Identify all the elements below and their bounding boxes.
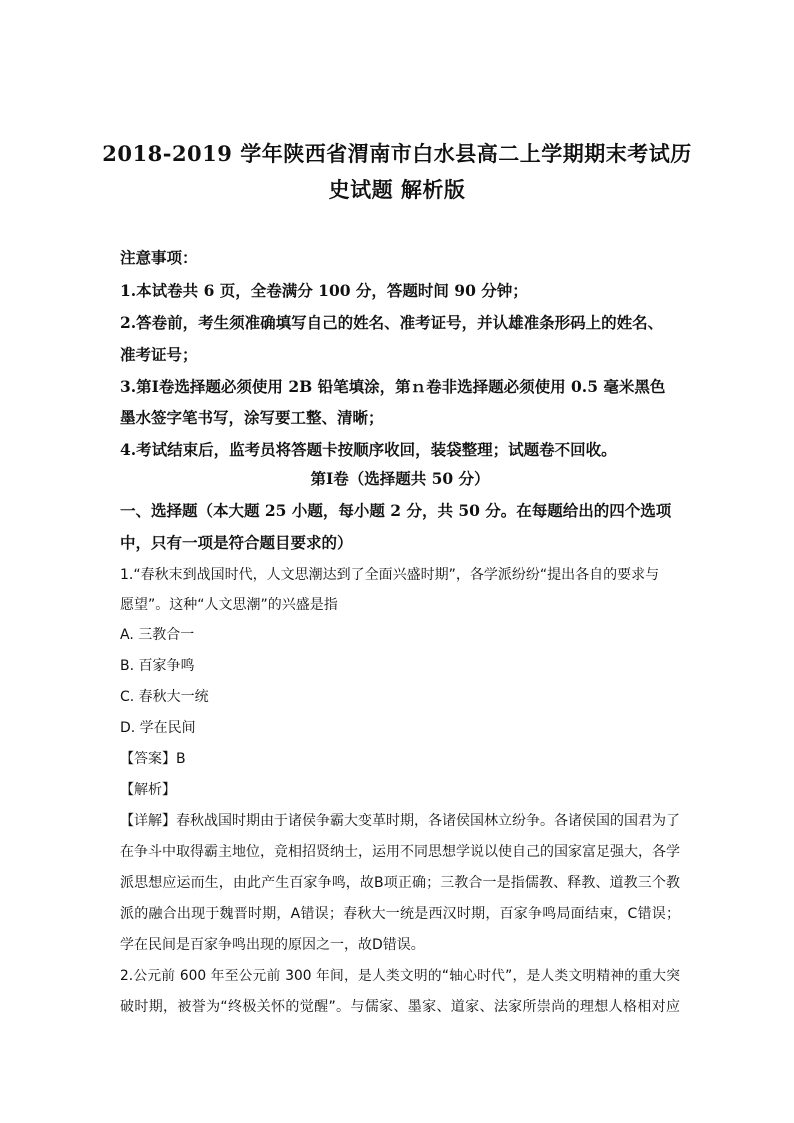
q1-option-c: C. 春秋大一统 — [120, 689, 209, 705]
q1-stem-line-2: 愿望”。这种“人文思潮”的兴盛是指 — [120, 597, 338, 613]
notice-item-4: 4.考试结束后，监考员将答题卡按顺序收回，装袋整理；试题卷不回收。 — [120, 440, 617, 459]
q1-option-d: D. 学在民间 — [120, 720, 196, 736]
q2-stem-line-2: 破时期，被誉为“终极关怀的觉醒”。与儒家、墨家、道家、法家所崇尚的理想人格相对应 — [120, 999, 680, 1015]
q1-stem-line-1: 1.“春秋末到战国时代，人文思潮达到了全面兴盛时期”，各学派纷纷“提出各自的要求与 — [120, 567, 660, 583]
document-title — [100, 136, 694, 208]
notice-item-3-line-1: 3.第Ⅰ卷选择题必须使用 2B 铅笔填涂，第ｎ卷非选择题必须使用 0.5 毫米黑色 — [120, 377, 666, 396]
title-line-2: 史试题 解析版 — [328, 177, 466, 202]
notice-heading: 注意事项： — [120, 248, 198, 267]
q1-analysis-label: 【解析】 — [120, 782, 176, 798]
section-title: 第Ⅰ卷（选择题共 50 分） — [310, 469, 490, 488]
q1-option-a: A. 三教合一 — [120, 627, 195, 643]
part-heading-line-1: 一、选择题（本大题 25 小题，每小题 2 分，共 50 分。在每题给出的四个选项 — [120, 501, 672, 520]
notice-item-2-line-1: 2.答卷前，考生须准确填写自己的姓名、准考证号，并认雄准条形码上的姓名、 — [120, 313, 664, 332]
q1-detail-line-3: 派思想应运而生，由此产生百家争鸣，故B项正确；三教合一是指儒教、释教、道教三个教 — [120, 875, 680, 891]
notice-item-1: 1.本试卷共 6 页，全卷满分 100 分，答题时间 90 分钟； — [120, 281, 528, 300]
q1-answer: 【答案】B — [120, 751, 186, 767]
q1-detail-line-2: 在争斗中取得霸主地位，竞相招贤纳士，运用不同思想学说以使自己的国家富足强大，各学 — [120, 844, 680, 860]
q1-detail-line-4: 派的融合出现于魏晋时期，A错误；春秋大一统是西汉时期，百家争鸣局面结束，C错误； — [120, 906, 680, 922]
q1-detail-line-5: 学在民间是百家争鸣出现的原因之一，故D错误。 — [120, 937, 425, 953]
q1-option-b: B. 百家争鸣 — [120, 658, 195, 674]
q2-stem-line-1: 2.公元前 600 年至公元前 300 年间，是人类文明的“轴心时代”，是人类文明精神的重大突 — [120, 968, 680, 984]
q1-detail-line-1: 【详解】春秋战国时期由于诸侯争霸大变革时期，各诸侯国林立纷争。各诸侯国的国君为了 — [120, 813, 680, 829]
part-heading-line-2: 中，只有一项是符合题目要求的） — [120, 533, 353, 552]
notice-item-3-line-2: 墨水签字笔书写，涂写要工整、清晰； — [120, 408, 384, 427]
title-line-1: 2018-2019 学年陕西省渭南市白水县高二上学期期末考试历 — [102, 141, 692, 166]
notice-item-2-line-2: 准考证号； — [120, 345, 198, 364]
